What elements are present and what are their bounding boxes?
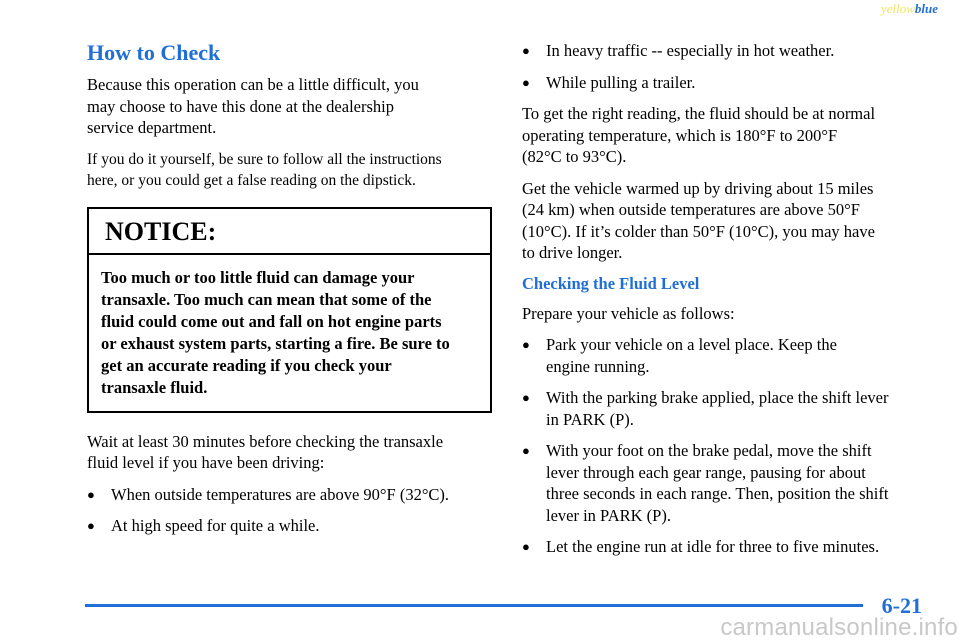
text-line: operating temperature, which is 180°F to 200°F bbox=[522, 125, 838, 145]
page-number: 6-21 bbox=[881, 593, 922, 618]
text-line: may choose to have this done at the dealership bbox=[87, 96, 394, 116]
notice-body bbox=[89, 255, 490, 411]
text-line: (24 km) when outside temperatures are above 50°F bbox=[522, 200, 860, 219]
bullet-icon: ● bbox=[522, 74, 530, 90]
intro-paragraph bbox=[87, 74, 492, 139]
color-tag-yellow: yellow bbox=[880, 1, 915, 16]
text-line: (10°C). If it’s colder than 50°F (10°C), you may have bbox=[522, 221, 875, 241]
watermark: carmanualsonline.info bbox=[720, 614, 958, 641]
list-item bbox=[522, 72, 922, 94]
text-line: fluid could come out and fall on hot engine parts bbox=[101, 311, 442, 331]
bullet-icon: ● bbox=[87, 486, 95, 502]
text-line: engine running. bbox=[546, 356, 650, 376]
temperature-paragraph bbox=[522, 103, 922, 168]
text-line: Let the engine run at idle for three to five minutes. bbox=[546, 537, 880, 556]
footer-rule bbox=[85, 604, 863, 607]
bullet-icon: ● bbox=[522, 539, 530, 554]
left-column bbox=[87, 40, 492, 547]
wait-paragraph bbox=[87, 431, 492, 474]
list-item-text: In heavy traffic -- especially in hot weather. bbox=[546, 41, 835, 60]
instructions-paragraph bbox=[87, 149, 492, 191]
text-line: Get the vehicle warmed up by driving about 15 miles bbox=[522, 178, 874, 198]
bullet-icon: ● bbox=[522, 337, 530, 352]
list-item bbox=[87, 515, 492, 537]
text-line: transaxle fluid. bbox=[101, 377, 208, 397]
list-item bbox=[522, 387, 922, 430]
text-line: lever in PARK (P). bbox=[546, 505, 671, 525]
color-tag bbox=[881, 1, 938, 17]
text-line: in PARK (P). bbox=[546, 409, 634, 429]
text-line: get an accurate reading if you check your bbox=[101, 355, 392, 375]
text-line: service department. bbox=[87, 118, 217, 137]
text-line: here, or you could get a false reading on the dipstick. bbox=[87, 171, 416, 189]
list-item-text: When outside temperatures are above 90°F (32°C). bbox=[111, 484, 450, 504]
bullet-icon: ● bbox=[522, 390, 530, 405]
text-line: (82°C to 93°C). bbox=[522, 147, 627, 166]
text-line: fluid level if you have been driving: bbox=[87, 453, 325, 472]
text-line: With your foot on the brake pedal, move the shift bbox=[546, 441, 872, 460]
text-line: lever through each gear range, pausing for about bbox=[546, 462, 866, 482]
list-item bbox=[522, 40, 922, 62]
right-bullet-list-top bbox=[522, 40, 922, 93]
text-line: Because this operation can be a little difficult, you bbox=[87, 75, 419, 94]
bullet-icon: ● bbox=[522, 43, 530, 58]
text-line: to drive longer. bbox=[522, 243, 623, 262]
prepare-paragraph: Prepare your vehicle as follows: bbox=[522, 303, 735, 323]
list-item-text: At high speed for quite a while. bbox=[111, 516, 320, 535]
text-line: three seconds in each range. Then, position the shift bbox=[546, 484, 889, 503]
text-line: With the parking brake applied, place the shift lever bbox=[546, 388, 889, 407]
list-item bbox=[87, 484, 492, 506]
subheading: Checking the Fluid Level bbox=[522, 273, 700, 293]
text-line: or exhaust system parts, starting a fire. Be sure to bbox=[101, 333, 450, 353]
bullet-icon: ● bbox=[87, 518, 95, 533]
list-item bbox=[522, 536, 922, 558]
right-column bbox=[522, 40, 922, 568]
list-item bbox=[522, 440, 922, 526]
text-line: Wait at least 30 minutes before checking the transaxle bbox=[87, 431, 444, 451]
text-line: Too much or too little fluid can damage your bbox=[101, 267, 415, 287]
section-title: How to Check bbox=[87, 40, 221, 65]
text-line: transaxle. Too much can mean that some of the bbox=[101, 289, 432, 309]
left-bullet-list bbox=[87, 484, 492, 537]
steps-list bbox=[522, 334, 922, 558]
notice-box bbox=[87, 207, 492, 413]
text-line: If you do it yourself, be sure to follow all the instructions bbox=[87, 150, 442, 168]
bullet-icon: ● bbox=[522, 443, 530, 458]
color-tag-blue: blue bbox=[914, 1, 938, 16]
text-line: Park your vehicle on a level place. Keep the bbox=[546, 335, 837, 354]
warmup-paragraph bbox=[522, 178, 922, 264]
list-item bbox=[522, 334, 922, 377]
list-item-text: While pulling a trailer. bbox=[546, 72, 696, 92]
notice-heading: NOTICE: bbox=[89, 209, 490, 255]
text-line: To get the right reading, the fluid should be at normal bbox=[522, 104, 876, 123]
